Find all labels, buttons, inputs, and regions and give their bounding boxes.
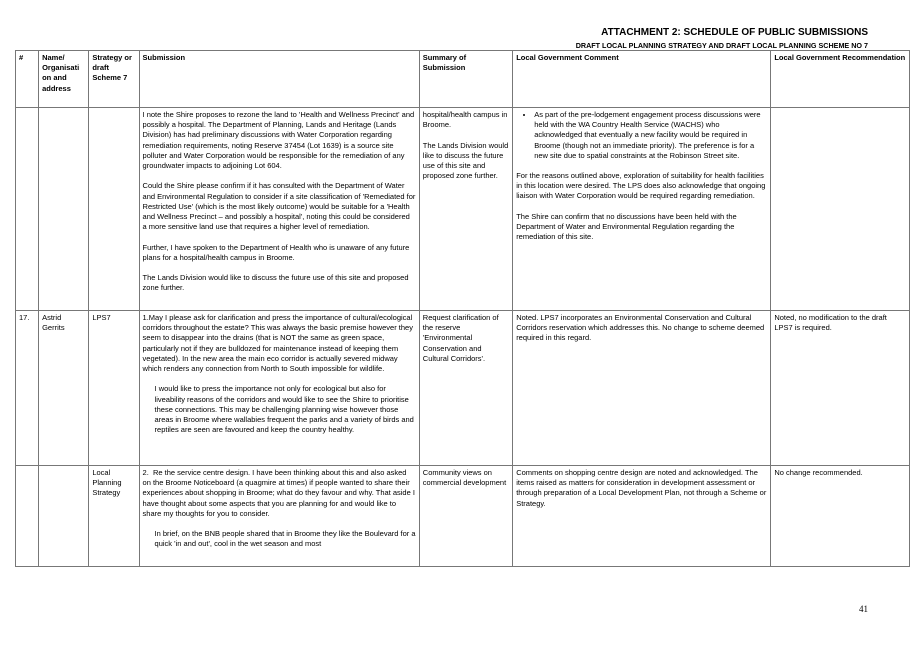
submission-paragraph: In brief, on the BNB people shared that in Broome they like the Boulevard for a quick 'in and out', cool in the wet season and most xyxy=(154,529,416,549)
attachment-title: ATTACHMENT 2: SCHEDULE OF PUBLIC SUBMISSIONS xyxy=(601,27,868,38)
cell-comment: Noted. LPS7 incorporates an Environmental Conservation and Cultural Corridors reservation which addresses this. No change to scheme deemed required in this regard. xyxy=(513,311,771,466)
table-row xyxy=(16,311,910,466)
submission-paragraph: I note the Shire proposes to rezone the land to 'Health and Wellness Precinct' and possibly a hospital. The Department of Planning, Lands and Heritage (Lands Division) has had preliminary discussions with Water Corporation regarding remediation requirements, noting Reserve 37454 (Lot 1639) is a source site polluter and Water Corporation would be responsible for the remediation of any groundwater impacts to adjoining Lot 604. xyxy=(142,110,415,171)
cell-number: 17. xyxy=(16,311,39,466)
cell-recommendation xyxy=(771,108,910,311)
cell-strategy: Local Planning Strategy xyxy=(89,466,139,567)
cell-summary xyxy=(419,108,512,311)
cell-strategy: LPS7 xyxy=(89,311,139,466)
comment-paragraph: The Shire can confirm that no discussions have been held with the Department of Water and Environmental Regulation regarding the remediation of this site. xyxy=(516,211,737,242)
submission-paragraph: I would like to press the importance not only for ecological but also for liveability reasons of the corridors and would like to see the Shire to prioritise these connections. This may be challenging planning wise however those areas in Broome where wallabies frequent the parks and a variety of birds and reptiles are seen are favoured and keep the country healthy. xyxy=(154,384,414,435)
comment-paragraph: For the reasons outlined above, exploration of suitability for health facilities in this location were desired. The LPS does also acknowledge that ongoing liaison with Water Corporation would be required regarding remediation. xyxy=(516,171,766,201)
cell-name: Astrid Gerrits xyxy=(39,311,89,466)
col-header-number: # xyxy=(16,51,39,108)
cell-recommendation: Noted, no modification to the draft LPS7 is required. xyxy=(771,311,910,466)
cell-number xyxy=(16,108,39,311)
col-header-submission: Submission xyxy=(139,51,419,108)
table-row xyxy=(16,466,910,567)
col-header-name: Name/ Organisati on and address xyxy=(39,51,89,108)
cell-summary: Community views on commercial development xyxy=(419,466,512,567)
cell-comment xyxy=(513,108,771,311)
comment-bullet: • As part of the pre-lodgement engagement process discussions were held with the WA Country Health Service (WACHS) who acknowledged that eventually a new facility would be required in Broome (though not an immediate priority). The preference is for a new site due to spatial constraints at the Robinson Street site. xyxy=(534,110,767,161)
summary-paragraph: The Lands Division would like to discuss the future use of this site and proposed zone further. xyxy=(422,140,509,181)
submission-paragraph: Further, I have spoken to the Department of Health who is unaware of any future plans for a hospital/health campus in Broome. xyxy=(142,242,410,262)
submissions-table xyxy=(15,50,910,567)
cell-submission xyxy=(139,466,419,567)
col-header-comment: Local Government Comment xyxy=(513,51,771,108)
page-number: 41 xyxy=(859,604,868,614)
col-header-summary: Summary of Submission xyxy=(419,51,512,108)
summary-paragraph: hospital/health campus in Broome. xyxy=(422,110,508,130)
submission-paragraph xyxy=(143,468,416,519)
submission-item-number: 2. xyxy=(142,468,149,477)
cell-submission xyxy=(139,108,419,311)
comment-bullet-list xyxy=(516,110,767,161)
cell-strategy xyxy=(89,108,139,311)
submission-paragraph: Could the Shire please confirm if it has consulted with the Department of Water and Environmental Regulation to consider if a site classification of 'Remediated for Restricted Use' (which is the most likely outcome) would be suitable for a 'Health and Wellness Precinct – and possibly a hospital', noting this could be considered a more sensitive land use that requires a higher level of remediation. xyxy=(142,181,416,232)
cell-summary: Request clarification of the reserve 'Environmental Conservation and Cultural Corridors'. xyxy=(419,311,512,466)
submission-paragraph: The Lands Division would like to discuss the future use of this site and proposed zone further. xyxy=(142,273,409,293)
submission-item-number: 1. xyxy=(142,313,149,322)
table-row xyxy=(16,108,910,311)
cell-number xyxy=(16,466,39,567)
document-subtitle: DRAFT LOCAL PLANNING STRATEGY AND DRAFT LOCAL PLANNING SCHEME NO 7 xyxy=(575,41,868,50)
submission-paragraph xyxy=(143,313,416,374)
cell-comment: Comments on shopping centre design are noted and acknowledged. The items raised as matters for consideration in development assessment or through preparation of a Local Development Plan, not through a Scheme or Strategy. xyxy=(513,466,771,567)
cell-recommendation: No change recommended. xyxy=(771,466,910,567)
submission-text: Re the service centre design. I have been thinking about this and also asked on the Broome Noticeboard (a quagmire at times) if people wanted to share their experiences about shopping in Broome; what do they favour and why. That aside I have thought about some aspects that you are planning for and would like to share my thoughts for you to consider. xyxy=(142,468,415,518)
cell-submission xyxy=(139,311,419,466)
cell-name xyxy=(39,108,89,311)
col-header-strategy: Strategy or draft Scheme 7 xyxy=(89,51,139,108)
col-header-recommendation: Local Government Recommendation xyxy=(771,51,910,108)
cell-name xyxy=(39,466,89,567)
table-header-row xyxy=(16,51,910,108)
submission-text: May I please ask for clarification and press the importance of cultural/ecological corridors throughout the estate? This was always the basic premise however they seem to disappear into the drains (that is NOT the same as green space, particularly not if they are bulldozed for maintenance instead of keeping them vegetated). In the new area the main eco corridor is actually severed midway which renders any connection from North to South impossible for wildlife. xyxy=(142,313,413,374)
